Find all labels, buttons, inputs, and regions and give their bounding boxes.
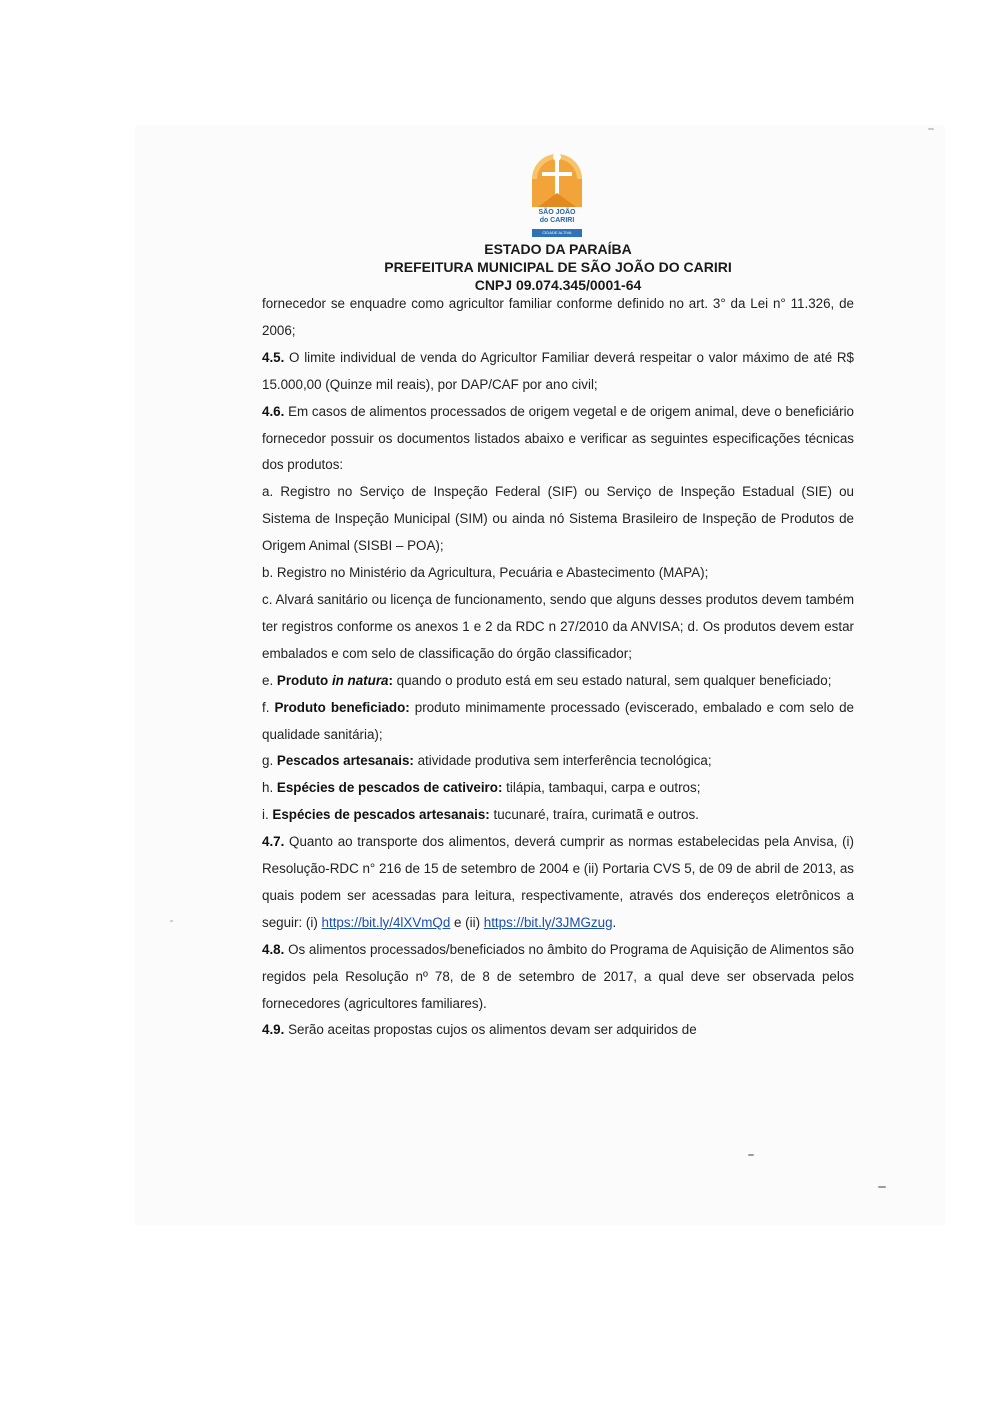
clause-number: 4.8.: [262, 941, 285, 957]
clause-text: Os alimentos processados/beneficiados no âmbito do Programa de Aquisição de Alimentos são regidos pela Resolução nº 78, de 8 de setembro de 2017, a qual deve ser observada pelos fornecedores (agricultores familiares).: [262, 941, 854, 1011]
item-prefix: i.: [262, 807, 273, 823]
clause-4-8: [262, 937, 854, 1018]
item-term: Pescados artesanais:: [276, 753, 414, 769]
clause-number: 4.5.: [262, 349, 285, 365]
item-text: tucunaré, traíra, curimatã e outros.: [489, 807, 699, 823]
item-term: Produto beneficiado:: [274, 699, 410, 715]
logo-band: [532, 229, 582, 237]
clause-text: O limite individual de venda do Agricultor Familiar deverá respeitar o valor máximo de até R$ 15.000,00 (Quinze mil reais), por DAP/CAF por ano civil;: [262, 349, 854, 392]
item-b: b. Registro no Ministério da Agricultura, Pecuária e Abastecimento (MAPA);: [262, 565, 709, 581]
item-text: quando o produto está em seu estado natural, sem qualquer beneficiado;: [392, 672, 832, 688]
document-body: [262, 291, 854, 1044]
clause-4-5: [262, 345, 854, 399]
logo-line-1: SÃO JOÃO: [538, 209, 576, 216]
paragraph-continuation: fornecedor se enquadre como agricultor familiar conforme definido no art. 3° da Lei n° 11.326, de 2006;: [262, 296, 854, 338]
scan-speck: [928, 128, 934, 130]
logo-line-2: do CARIRI: [539, 217, 575, 224]
item-prefix: e.: [262, 672, 277, 688]
clause-number: 4.6.: [262, 403, 285, 419]
scan-speck: [170, 920, 173, 922]
item-prefix: h.: [262, 780, 277, 796]
item-c: c. Alvará sanitário ou licença de funcionamento, sendo que alguns desses produtos devem também ter registros conforme os anexos 1 e 2 da RDC n 27/2010 da ANVISA; d. Os produtos devem estar embalados e com selo de classificação do órgão classificador;: [262, 591, 854, 661]
clause-text-end: .: [612, 914, 617, 930]
item-h: [262, 775, 854, 802]
municipal-logo: [528, 145, 586, 241]
clause-4-9: [262, 1017, 854, 1044]
item-prefix: g.: [262, 753, 277, 769]
scan-speck: [748, 1154, 754, 1156]
item-text: produto minimamente processado (eviscerado, embalado e com selo de qualidade sanitária);: [262, 699, 854, 742]
item-term: Espécies de pescados de cativeiro:: [276, 780, 503, 796]
state-name: ESTADO DA PARAÍBA: [484, 241, 632, 257]
term-colon: :: [388, 672, 393, 688]
clause-number: 4.9.: [262, 1022, 285, 1038]
cnpj-number: CNPJ 09.074.345/0001-64: [474, 277, 642, 293]
scan-speck: [878, 1186, 886, 1188]
item-a: a. Registro no Serviço de Inspeção Federal (SIF) ou Serviço de Inspeção Estadual (SIE) ou Sistema de Inspeção Municipal (SIM) ou ainda nó Sistema Brasileiro de Inspeção de Produtos de Origem Animal (SISBI – POA);: [262, 484, 854, 554]
item-text: atividade produtiva sem interferência tecnológica;: [413, 753, 712, 769]
clause-text: Em casos de alimentos processados de origem vegetal e de origem animal, deve o beneficiário fornecedor possuir os documentos listados abaixo e verificar as seguintes especificações técnicas dos produtos:: [262, 403, 854, 473]
item-g: [262, 748, 854, 775]
clause-text: Quanto ao transporte dos alimentos, deverá cumprir as normas estabelecidas pela Anvisa, (i) Resolução-RDC n° 216 de 15 de setembro de 2004 e (ii) Portaria CVS 5, de 09 de abril de 2013, as quais podem ser acessadas para leitura, respectivamente, através dos endereços eletrônicos a seguir: (i): [262, 834, 854, 930]
item-i: [262, 802, 854, 829]
link-cvs-5[interactable]: https://bit.ly/3JMGzug: [483, 914, 613, 930]
term-part: Produto: [276, 672, 332, 688]
item-f: [262, 695, 854, 749]
clause-4-6: [262, 399, 854, 480]
clause-4-7: [262, 829, 854, 937]
item-term: Espécies de pescados artesanais:: [272, 807, 490, 823]
item-text: tilápia, tambaqui, carpa e outros;: [502, 780, 701, 796]
logo-band-text: CIDADE ALTIVA: [542, 230, 572, 235]
item-prefix: f.: [262, 699, 275, 715]
link-rdc-216[interactable]: https://bit.ly/4lXVmQd: [321, 914, 451, 930]
clause-number: 4.7.: [262, 834, 285, 850]
item-e: [262, 668, 854, 695]
clause-text: Serão aceitas propostas cujos os alimentos devam ser adquiridos de: [284, 1022, 697, 1038]
term-italic: in natura: [331, 672, 389, 688]
letterhead: [262, 240, 854, 294]
clause-text-mid: e (ii): [450, 914, 484, 930]
municipality-name: PREFEITURA MUNICIPAL DE SÃO JOÃO DO CARIRI: [384, 259, 732, 275]
logo-emblem-icon: [528, 145, 586, 211]
item-term: [277, 673, 393, 688]
